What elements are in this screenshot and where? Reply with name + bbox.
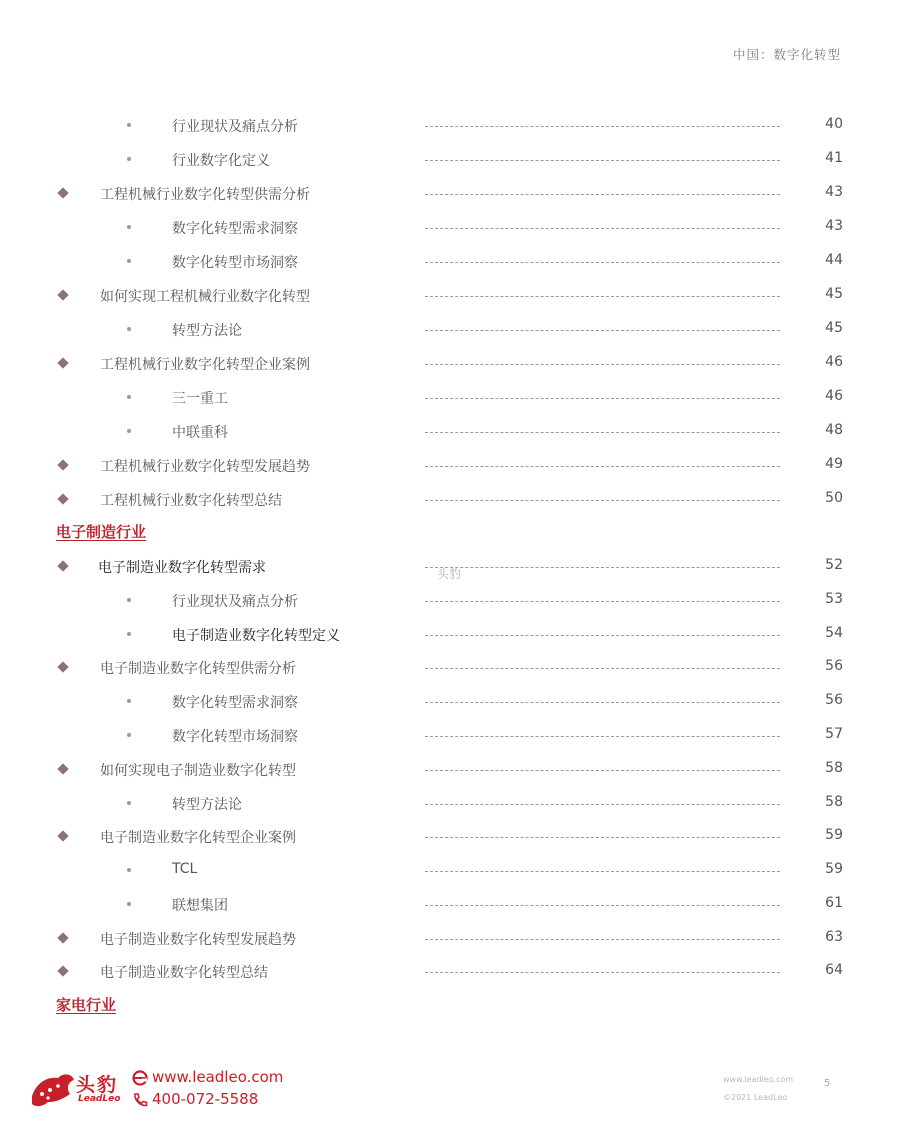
dot-leader <box>425 364 780 365</box>
toc-entry[interactable] <box>0 792 898 816</box>
toc-entry-label: TCL <box>172 861 198 877</box>
dot-leader <box>425 262 780 263</box>
toc-entry-page: 59 <box>825 861 843 877</box>
toc-entry-page: 54 <box>825 625 843 641</box>
dot-bullet-icon <box>127 699 131 703</box>
dot-bullet-icon <box>127 123 131 127</box>
dot-leader <box>425 432 780 433</box>
dot-bullet-icon <box>127 632 131 636</box>
toc-entry[interactable] <box>0 623 898 647</box>
dot-leader <box>425 837 780 838</box>
toc-entry-label: 工程机械行业数字化转型企业案例 <box>100 357 310 373</box>
dot-bullet-icon <box>127 225 131 229</box>
toc-entry-label: 转型方法论 <box>172 323 242 339</box>
diamond-bullet-icon <box>57 357 68 368</box>
toc-entry[interactable] <box>0 859 898 883</box>
dot-leader <box>425 972 780 973</box>
toc-entry[interactable] <box>0 454 898 478</box>
dot-leader <box>425 160 780 161</box>
dot-bullet-icon <box>127 327 131 331</box>
toc-entry-page: 40 <box>825 116 843 132</box>
diamond-bullet-icon <box>57 289 68 300</box>
dot-leader <box>425 939 780 940</box>
toc-entry-label: 转型方法论 <box>172 797 242 813</box>
toc-entry-label: 数字化转型市场洞察 <box>172 255 298 271</box>
watermark: 头豹 <box>437 567 462 581</box>
toc-entry-label: 行业现状及痛点分析 <box>172 594 298 610</box>
toc-entry[interactable] <box>0 420 898 444</box>
toc-entry-page: 49 <box>825 456 843 472</box>
dot-leader <box>425 296 780 297</box>
website-link[interactable]: www.leadleo.com <box>152 1068 284 1086</box>
toc-entry[interactable] <box>0 284 898 308</box>
dot-bullet-icon <box>127 801 131 805</box>
toc-entry[interactable] <box>0 758 898 782</box>
toc-entry-page: 56 <box>825 692 843 708</box>
dot-leader <box>425 871 780 872</box>
toc-entry-label: 三一重工 <box>172 391 228 407</box>
footer-copyright: ©2021 LeadLeo <box>723 1093 788 1102</box>
diamond-bullet-icon <box>57 560 68 571</box>
toc-entry[interactable] <box>0 386 898 410</box>
toc-entry[interactable] <box>0 893 898 917</box>
dot-leader <box>425 228 780 229</box>
toc-entry[interactable] <box>0 825 898 849</box>
toc-entry[interactable] <box>0 318 898 342</box>
toc-entry-label: 数字化转型需求洞察 <box>172 221 298 237</box>
toc-entry-label: 电子制造业数字化转型需求 <box>98 560 266 576</box>
toc-entry[interactable] <box>0 589 898 613</box>
toc-entry-page: 53 <box>825 591 843 607</box>
toc-entry[interactable] <box>0 352 898 376</box>
toc-entry-label: 数字化转型市场洞察 <box>172 729 298 745</box>
toc-entry[interactable] <box>0 960 898 984</box>
toc-entry-page: 45 <box>825 286 843 302</box>
toc-entry[interactable] <box>0 656 898 680</box>
section-heading-home-appliance[interactable]: 家电行业 <box>56 996 117 1014</box>
toc-entry-label: 如何实现电子制造业数字化转型 <box>100 763 296 779</box>
dot-leader <box>425 736 780 737</box>
diamond-bullet-icon <box>57 830 68 841</box>
toc-entry-label: 中联重科 <box>172 425 228 441</box>
dot-leader <box>425 194 780 195</box>
toc-entry[interactable] <box>0 148 898 172</box>
toc-entry-page: 50 <box>825 490 843 506</box>
toc-entry-page: 46 <box>825 388 843 404</box>
page-number: 5 <box>824 1078 831 1089</box>
diamond-bullet-icon <box>57 187 68 198</box>
toc-entry[interactable] <box>0 488 898 512</box>
toc-entry-label: 电子制造业数字化转型企业案例 <box>100 830 296 846</box>
dot-bullet-icon <box>127 395 131 399</box>
dot-leader <box>425 567 780 568</box>
toc-entry-page: 57 <box>825 726 843 742</box>
dot-leader <box>425 126 780 127</box>
dot-leader <box>425 500 780 501</box>
toc-entry-page: 43 <box>825 218 843 234</box>
toc-entry-label: 工程机械行业数字化转型供需分析 <box>100 187 310 203</box>
dot-leader <box>425 770 780 771</box>
toc-entry-label: 如何实现工程机械行业数字化转型 <box>100 289 310 305</box>
dot-bullet-icon <box>127 733 131 737</box>
toc-entry-page: 52 <box>825 557 843 573</box>
dot-bullet-icon <box>127 598 131 602</box>
dot-bullet-icon <box>127 902 131 906</box>
web-e-icon <box>131 1069 149 1087</box>
toc-entry-label: 行业数字化定义 <box>172 153 270 169</box>
dot-bullet-icon <box>127 157 131 161</box>
toc-entry-label: 工程机械行业数字化转型总结 <box>100 493 282 509</box>
toc-entry[interactable] <box>0 250 898 274</box>
toc-entry-page: 46 <box>825 354 843 370</box>
dot-leader <box>425 905 780 906</box>
dot-leader <box>425 668 780 669</box>
toc-entry-page: 56 <box>825 658 843 674</box>
brand-name-en: LeadLeo <box>78 1094 121 1104</box>
dot-leader <box>425 804 780 805</box>
toc-entry[interactable] <box>0 927 898 951</box>
toc-entry-label: 工程机械行业数字化转型发展趋势 <box>100 459 310 475</box>
toc-entry[interactable] <box>0 690 898 714</box>
toc-entry-page: 63 <box>825 929 843 945</box>
toc-entry-label: 行业现状及痛点分析 <box>172 119 298 135</box>
toc-entry-page: 61 <box>825 895 843 911</box>
toc-entry-label: 电子制造业数字化转型总结 <box>100 965 268 981</box>
toc-entry-page: 43 <box>825 184 843 200</box>
diamond-bullet-icon <box>57 763 68 774</box>
brand-name-cn: 头豹 <box>76 1074 119 1096</box>
dot-leader <box>425 466 780 467</box>
section-heading-electronics[interactable]: 电子制造行业 <box>56 523 147 541</box>
dot-leader <box>425 702 780 703</box>
toc-entry-page: 48 <box>825 422 843 438</box>
toc-entry[interactable] <box>0 182 898 206</box>
toc-entry-page: 58 <box>825 760 843 776</box>
footer-small-site: www.leadleo.com <box>723 1075 794 1084</box>
diamond-bullet-icon <box>57 932 68 943</box>
toc-entry-page: 44 <box>825 252 843 268</box>
toc-entry-page: 59 <box>825 827 843 843</box>
dot-bullet-icon <box>127 868 131 872</box>
diamond-bullet-icon <box>57 493 68 504</box>
toc-entry-label: 联想集团 <box>172 898 228 914</box>
toc-entry[interactable] <box>0 216 898 240</box>
toc-entry-label: 电子制造业数字化转型发展趋势 <box>100 932 296 948</box>
dot-bullet-icon <box>127 429 131 433</box>
toc-entry-label: 电子制造业数字化转型供需分析 <box>100 661 296 677</box>
toc-entry-page: 41 <box>825 150 843 166</box>
toc-entry[interactable] <box>0 114 898 138</box>
toc-entry-page: 45 <box>825 320 843 336</box>
toc-entry-page: 58 <box>825 794 843 810</box>
dot-leader <box>425 601 780 602</box>
toc-entry-label: 数字化转型需求洞察 <box>172 695 298 711</box>
phone-number[interactable]: 400-072-5588 <box>152 1090 259 1108</box>
diamond-bullet-icon <box>57 661 68 672</box>
dot-leader <box>425 635 780 636</box>
dot-leader <box>425 330 780 331</box>
toc-entry-page: 64 <box>825 962 843 978</box>
phone-icon <box>131 1091 149 1109</box>
diamond-bullet-icon <box>57 459 68 470</box>
toc-entry[interactable] <box>0 724 898 748</box>
diamond-bullet-icon <box>57 965 68 976</box>
header-title: 中国：数字化转型 <box>732 47 841 62</box>
toc-entry-label: 电子制造业数字化转型定义 <box>172 628 340 644</box>
dot-bullet-icon <box>127 259 131 263</box>
dot-leader <box>425 398 780 399</box>
